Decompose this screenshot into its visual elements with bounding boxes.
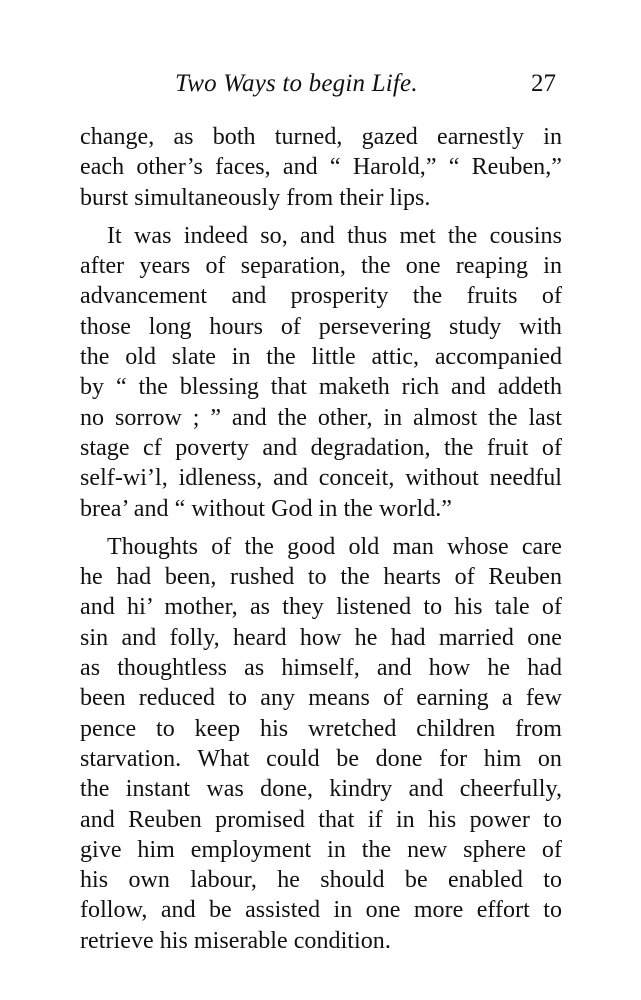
text-line: give him employment in the new sphere of — [80, 836, 562, 863]
text-line: and hi’ mother, as they listened to his tale of — [80, 594, 562, 621]
text-line: advancement and prosperity the fruits of — [80, 283, 562, 310]
text-line: his own labour, he should be enabled to — [80, 867, 562, 894]
text-line: starvation. What could be done for him on — [80, 745, 562, 772]
paragraph-1 — [80, 122, 562, 213]
paragraph-2 — [80, 221, 562, 524]
paragraph-gap — [80, 213, 562, 221]
body-text — [80, 122, 562, 956]
paragraph-3 — [80, 532, 562, 956]
text-line: as thoughtless as himself, and how he had — [80, 655, 562, 682]
text-line: pence to keep his wretched children from — [80, 715, 562, 742]
text-line: follow, and be assisted in one more effort to — [80, 897, 562, 924]
text-line: Thoughts of the good old man whose care — [107, 533, 562, 560]
text-line: by “ the blessing that maketh rich and addeth — [80, 374, 562, 401]
text-line: after years of separation, the one reaping in — [80, 253, 562, 280]
text-line: change, as both turned, gazed earnestly in — [80, 124, 562, 150]
running-title: Two Ways to begin Life. — [175, 70, 418, 97]
text-line: no sorrow ; ” and the other, in almost the last — [80, 404, 562, 431]
running-head — [80, 70, 562, 110]
text-line: brea’ and “ without God in the world.” — [80, 495, 453, 522]
text-line: stage cf poverty and degradation, the fruit of — [80, 434, 562, 461]
text-line: It was indeed so, and thus met the cousins — [107, 222, 562, 249]
text-line: and Reuben promised that if in his power to — [80, 806, 562, 833]
text-line: retrieve his miserable condition. — [80, 927, 391, 954]
text-line: each other’s faces, and “ Harold,” “ Reuben,” — [80, 154, 562, 181]
text-line: those long hours of persevering study with — [80, 313, 562, 340]
text-line: he had been, rushed to the hearts of Reuben — [80, 564, 562, 591]
text-line: been reduced to any means of earning a few — [80, 685, 562, 712]
text-line: self-wi’l, idleness, and conceit, without needful — [80, 465, 562, 492]
text-line: the old slate in the little attic, accompanied — [80, 344, 562, 371]
text-line: sin and folly, heard how he had married one — [80, 624, 562, 651]
text-line: burst simultaneously from their lips. — [80, 184, 431, 211]
page-number: 27 — [531, 70, 556, 97]
text-line: the instant was done, kindry and cheerfully, — [80, 776, 562, 803]
paragraph-gap — [80, 524, 562, 532]
